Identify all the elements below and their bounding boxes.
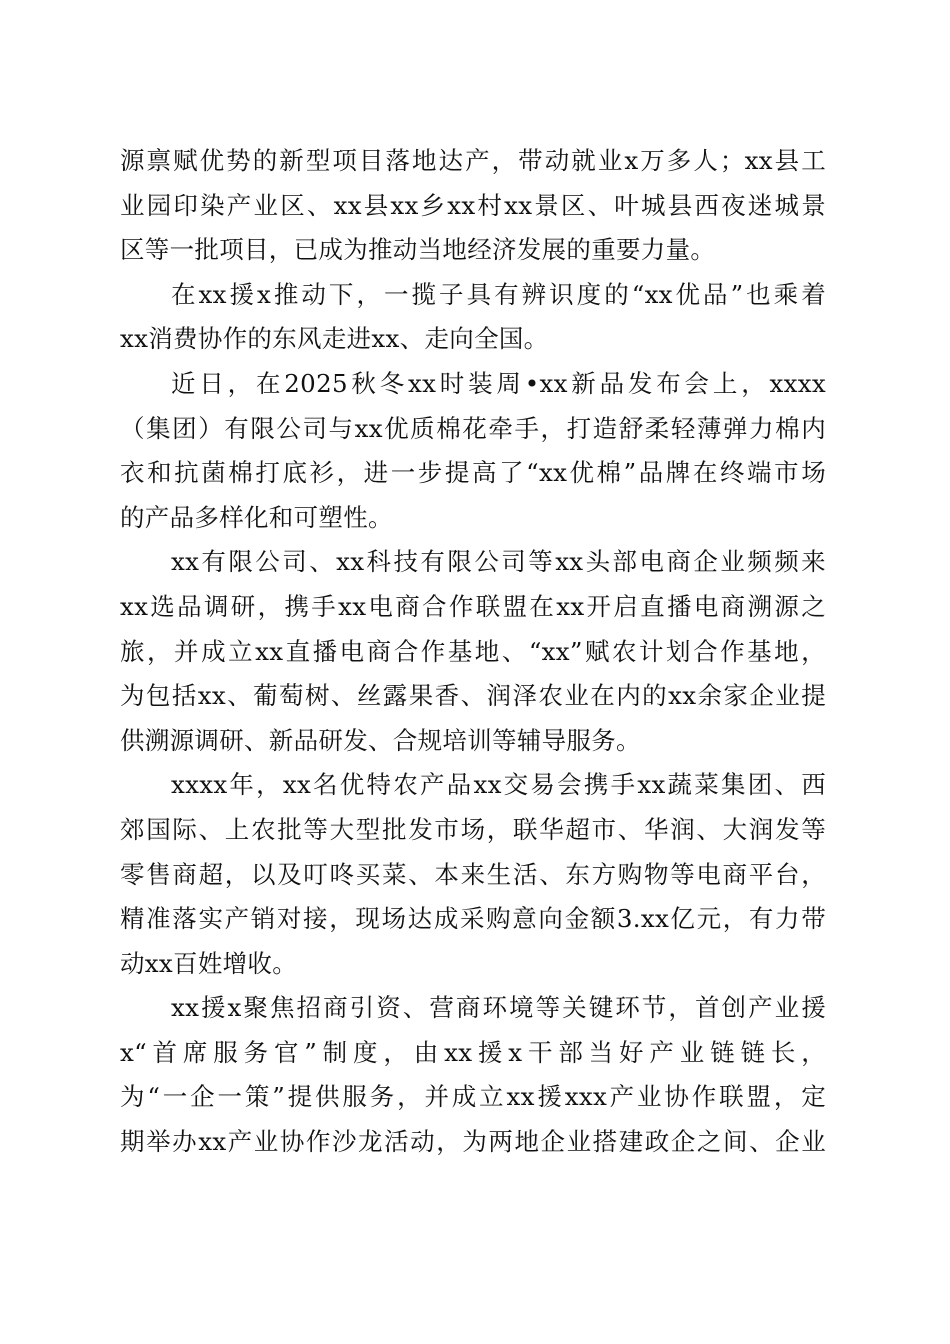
- paragraph: [120, 362, 826, 540]
- text-line: xx有限公司、xx科技有限公司等xx头部电商企业频频来: [171, 547, 826, 577]
- text-line: 精准落实产销对接，现场达成采购意向金额3.xx亿元，有力带: [120, 904, 826, 934]
- paragraph: [120, 763, 826, 986]
- text-line: 源禀赋优势的新型项目落地达产，带动就业x万多人；xx县工: [120, 146, 826, 175]
- text-line: 为“一企一策”提供服务，并成立xx援xxx产业协作联盟，定: [120, 1082, 826, 1112]
- text-line: （集团）有限公司与xx优质棉花牵手，打造舒柔轻薄弹力棉内: [120, 413, 826, 443]
- text-line: 区等一批项目，已成为推动当地经济发展的重要力量。: [120, 235, 716, 265]
- text-line: x“首席服务官”制度，由xx援x干部当好产业链链长，: [120, 1037, 826, 1067]
- text-line: xx援x聚焦招商引资、营商环境等关键环节，首创产业援: [171, 993, 826, 1023]
- text-line: xx选品调研，携手xx电商合作联盟在xx开启直播电商溯源之: [120, 591, 826, 621]
- text-line: 郊国际、上农批等大型批发市场，联华超市、华润、大润发等: [120, 814, 826, 844]
- text-line: 在xx援x推动下，一揽子具有辨识度的“xx优品”也乘着: [171, 279, 826, 309]
- paragraph: [120, 540, 826, 763]
- document-body: [120, 139, 826, 1165]
- text-line: 期举办xx产业协作沙龙活动，为两地企业搭建政企之间、企业: [120, 1127, 826, 1157]
- text-line: 业园印染产业区、xx县xx乡xx村xx景区、叶城县西夜迷城景: [120, 190, 826, 220]
- text-line: 零售商超，以及叮咚买菜、本来生活、东方购物等电商平台，: [120, 859, 826, 889]
- text-line: xxxx年，xx名优特农产品xx交易会携手xx蔬菜集团、西: [171, 770, 826, 800]
- text-line: xx消费协作的东风走进xx、走向全国。: [120, 324, 549, 354]
- text-line: 近日，在2025秋冬xx时装周•xx新品发布会上，xxxx: [171, 368, 826, 398]
- text-line: 的产品多样化和可塑性。: [120, 502, 393, 532]
- text-line: 供溯源调研、新品研发、合规培训等辅导服务。: [120, 725, 641, 755]
- paragraph: [120, 139, 826, 273]
- text-line: 为包括xx、葡萄树、丝露果香、润泽农业在内的xx余家企业提: [120, 681, 826, 711]
- text-line: 动xx百姓增收。: [120, 948, 298, 978]
- text-line: 衣和抗菌棉打底衫，进一步提高了“xx优棉”品牌在终端市场: [120, 458, 826, 488]
- text-line: 旅，并成立xx直播电商合作基地、“xx”赋农计划合作基地，: [120, 636, 826, 666]
- paragraph: [120, 273, 826, 362]
- paragraph: [120, 986, 826, 1164]
